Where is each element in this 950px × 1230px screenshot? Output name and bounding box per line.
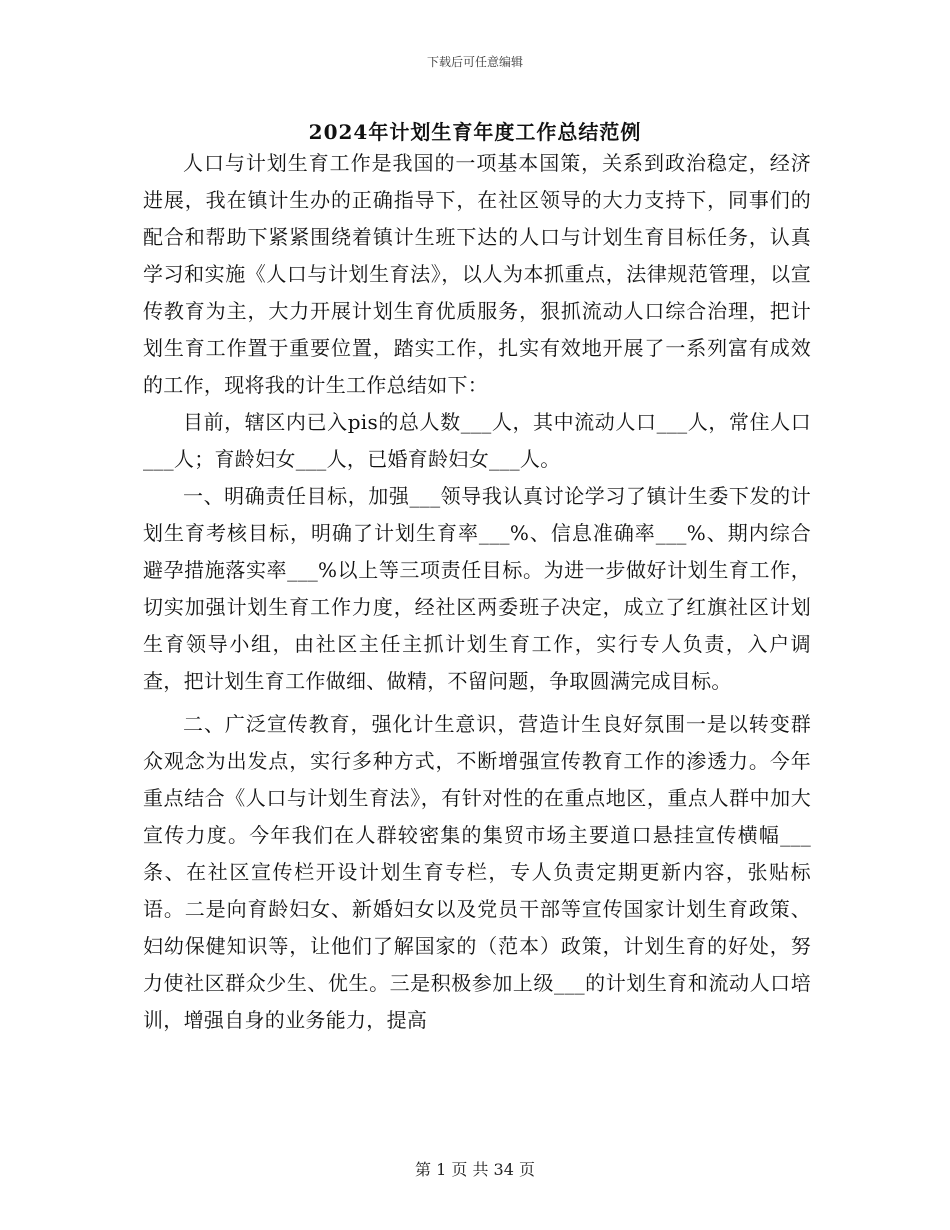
paragraph-section-1: 一、明确责任目标，加强___领导我认真讨论学习了镇计生委下发的计划生育考核目标，明确了计划生育率___%、信息准确率___%、期内综合避孕措施落实率___%以上等三项责任目标。为进一步做好计划生育工作，切实加强计划生育工作力度，经社区两委班子决定，成立了红旗社区计划生育领导小组，由社区主任主抓计划生育工作，实行专人负责，入户调查，把计划生育工作做细、做精，不留问题，争取圆满完成目标。 [143,484,811,693]
page-number: 第 1 页 共 34 页 [415,1160,535,1179]
page-header-note: 下载后可任意编辑 [426,55,523,69]
document-body [143,145,811,1039]
paragraph-section-2: 二、广泛宣传教育，强化计生意识，营造计生良好氛围一是以转变群众观念为出发点，实行多种方式，不断增强宣传教育工作的渗透力。今年重点结合《人口与计划生育法》，有针对性的在重点地区，重点人群中加大宣传力度。今年我们在人群较密集的集贸市场主要道口悬挂宣传横幅___条、在社区宣传栏开设计划生育专栏，专人负责定期更新内容，张贴标语。二是向育龄妇女、新婚妇女以及党员干部等宣传国家计划生育政策、妇幼保健知识等，让他们了解国家的（范本）政策，计划生育的好处，努力使社区群众少生、优生。三是积极参加上级___的计划生育和流动人口培训，增强自身的业务能力，提高 [143,712,811,1032]
document-title: 2024年计划生育年度工作总结范例 [308,120,642,144]
paragraph-intro: 人口与计划生育工作是我国的一项基本国策，关系到政治稳定，经济进展，我在镇计生办的正确指导下，在社区领导的大力支持下，同事们的配合和帮助下紧紧围绕着镇计生班下达的人口与计划生育目标任务，认真学习和实施《人口与计划生育法》，以人为本抓重点，法律规范管理，以宣传教育为主，大力开展计划生育优质服务，狠抓流动人口综合治理，把计划生育工作置于重要位置，踏实工作，扎实有效地开展了一系列富有成效的工作，现将我的计生工作总结如下： [143,151,811,397]
paragraph-population: 目前，辖区内已入pis的总人数___人，其中流动人口___人，常住人口___人；育龄妇女___人，已婚育龄妇女___人。 [143,410,811,471]
